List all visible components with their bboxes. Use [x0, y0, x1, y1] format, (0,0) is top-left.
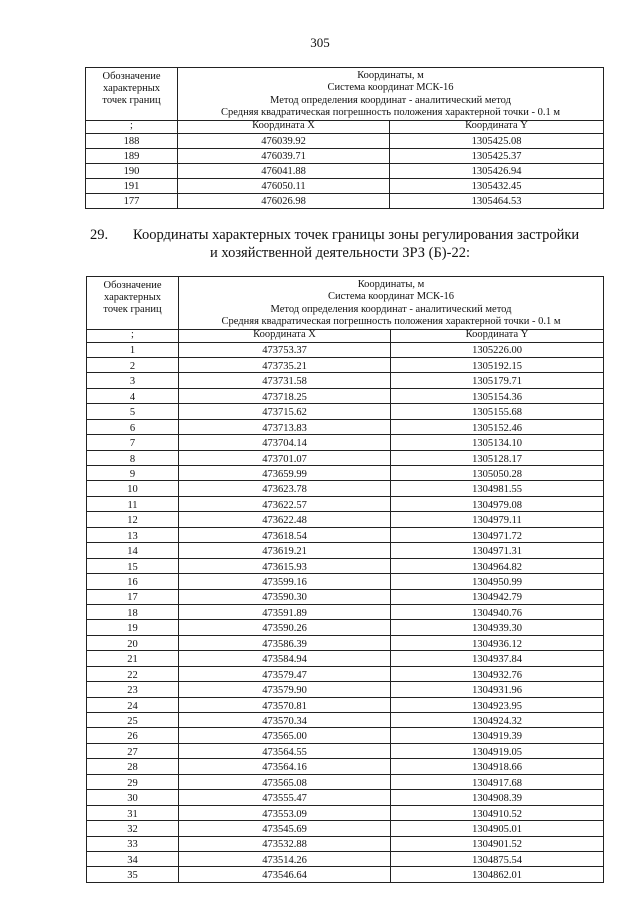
table-row	[87, 774, 604, 789]
coord-y-cell: 1304971.31	[391, 543, 604, 558]
coord-x-cell: 473532.88	[179, 836, 391, 851]
table-row	[87, 357, 604, 372]
coord-y-cell: 1304981.55	[391, 481, 604, 496]
table-row	[87, 851, 604, 866]
coord-x-cell: 473565.08	[179, 774, 391, 789]
label-line-3: точек границ	[102, 95, 161, 107]
table-row	[87, 574, 604, 589]
coord-y-cell: 1304937.84	[391, 651, 604, 666]
point-number-cell: 27	[87, 743, 179, 758]
coord-x-cell: 473570.34	[179, 713, 391, 728]
coord-y-cell: 1304919.39	[391, 728, 604, 743]
point-number-cell: 6	[87, 419, 179, 434]
coord-y-cell: 1304901.52	[391, 836, 604, 851]
subheader-point: ;	[86, 120, 178, 133]
coord-x-cell: 473622.48	[179, 512, 391, 527]
coord-y-cell: 1304910.52	[391, 805, 604, 820]
coord-y-cell: 1304917.68	[391, 774, 604, 789]
point-number-cell: 189	[86, 148, 178, 163]
coord-y-cell: 1304964.82	[391, 558, 604, 573]
table-row	[87, 342, 604, 357]
coord-x-cell: 473599.16	[179, 574, 391, 589]
table-row	[87, 620, 604, 635]
coord-y-cell: 1305192.15	[391, 357, 604, 372]
table-row	[87, 373, 604, 388]
table-row	[87, 836, 604, 851]
point-number-cell: 12	[87, 512, 179, 527]
point-number-cell: 11	[87, 496, 179, 511]
coord-x-cell: 473704.14	[179, 435, 391, 450]
coord-x-cell: 473584.94	[179, 651, 391, 666]
point-number-cell: 10	[87, 481, 179, 496]
coord-y-cell: 1305128.17	[391, 450, 604, 465]
table-row	[86, 163, 604, 178]
coord-y-cell: 1305154.36	[391, 388, 604, 403]
table-row	[87, 805, 604, 820]
coords-title: Координаты, м	[357, 279, 425, 290]
point-number-cell: 16	[87, 574, 179, 589]
table-row	[87, 790, 604, 805]
coord-y-cell: 1304979.08	[391, 496, 604, 511]
coord-y-cell: 1305464.53	[390, 193, 604, 208]
coord-x-cell: 473753.37	[179, 342, 391, 357]
point-number-cell: 15	[87, 558, 179, 573]
coord-x-cell: 476041.88	[178, 163, 390, 178]
table-row	[87, 635, 604, 650]
point-number-cell: 35	[87, 867, 179, 882]
coord-x-cell: 473579.47	[179, 666, 391, 681]
point-number-cell: 4	[87, 388, 179, 403]
point-number-cell: 22	[87, 666, 179, 681]
coord-x-cell: 473579.90	[179, 682, 391, 697]
table-row	[87, 404, 604, 419]
point-number-cell: 8	[87, 450, 179, 465]
point-number-cell: 33	[87, 836, 179, 851]
coord-x-cell: 473718.25	[179, 388, 391, 403]
section-number: 29.	[90, 227, 109, 243]
table-row	[87, 481, 604, 496]
point-number-cell: 191	[86, 178, 178, 193]
point-number-cell: 3	[87, 373, 179, 388]
point-number-cell: 32	[87, 821, 179, 836]
table-row	[87, 867, 604, 882]
label-line-2: характерных	[103, 292, 162, 304]
coord-method: Метод определения координат - аналитический метод	[270, 303, 512, 315]
coord-y-cell: 1304939.30	[391, 620, 604, 635]
coord-y-cell: 1304875.54	[391, 851, 604, 866]
coord-method: Метод определения координат - аналитический метод	[270, 94, 511, 106]
point-number-cell: 30	[87, 790, 179, 805]
subheader-y: Координата Y	[390, 120, 604, 133]
coord-y-cell: 1304919.05	[391, 743, 604, 758]
coord-x-cell: 473514.26	[179, 851, 391, 866]
table-row	[87, 435, 604, 450]
point-number-cell: 20	[87, 635, 179, 650]
point-number-cell: 13	[87, 527, 179, 542]
coord-x-cell: 473715.62	[179, 404, 391, 419]
coord-x-cell: 476039.92	[178, 133, 390, 148]
coord-y-cell: 1304971.72	[391, 527, 604, 542]
coord-accuracy: Средняя квадратическая погрешность положения характерной точки - 0.1 м	[221, 316, 561, 328]
point-number-cell: 17	[87, 589, 179, 604]
page-number: 305	[310, 35, 330, 50]
table-row	[87, 651, 604, 666]
coord-x-cell: 473553.09	[179, 805, 391, 820]
coord-y-cell: 1305425.08	[390, 133, 604, 148]
label-line-3: точек границ	[103, 304, 162, 316]
coord-x-cell: 473590.26	[179, 620, 391, 635]
coord-x-cell: 473586.39	[179, 635, 391, 650]
point-number-cell: 29	[87, 774, 179, 789]
coord-y-cell: 1304923.95	[391, 697, 604, 712]
coord-y-cell: 1304936.12	[391, 635, 604, 650]
coord-y-cell: 1304924.32	[391, 713, 604, 728]
table-row	[87, 527, 604, 542]
coord-x-cell: 473545.69	[179, 821, 391, 836]
column-subheader-row	[87, 329, 604, 342]
coordinates-meta-header	[178, 68, 604, 121]
coordinates-table-2	[86, 276, 604, 883]
table-row	[87, 558, 604, 573]
table-row	[87, 388, 604, 403]
subheader-point: ;	[87, 329, 179, 342]
table-row	[87, 666, 604, 681]
section-title-line-1: Координаты характерных точек границы зоны регулирования застройки	[133, 227, 580, 243]
coord-x-cell: 476026.98	[178, 193, 390, 208]
table-row	[87, 543, 604, 558]
table-row	[87, 512, 604, 527]
table-row	[86, 193, 604, 208]
point-label-header	[87, 277, 179, 330]
table-row	[87, 759, 604, 774]
coord-y-cell: 1304931.96	[391, 682, 604, 697]
point-number-cell: 28	[87, 759, 179, 774]
point-number-cell: 18	[87, 604, 179, 619]
point-number-cell: 190	[86, 163, 178, 178]
coord-y-cell: 1305155.68	[391, 404, 604, 419]
coord-x-cell: 473701.07	[179, 450, 391, 465]
label-line-1: Обозначение	[103, 280, 162, 291]
coord-x-cell: 473731.58	[179, 373, 391, 388]
point-number-cell: 19	[87, 620, 179, 635]
table-row	[87, 496, 604, 511]
label-line-2: характерных	[102, 83, 161, 95]
table-row	[87, 743, 604, 758]
coords-title: Координаты, м	[357, 70, 424, 81]
coord-y-cell: 1304918.66	[391, 759, 604, 774]
coord-x-cell: 473565.00	[179, 728, 391, 743]
coord-y-cell: 1304908.39	[391, 790, 604, 805]
table-header-row	[86, 68, 604, 121]
coord-x-cell: 473659.99	[179, 466, 391, 481]
point-number-cell: 188	[86, 133, 178, 148]
table-row	[86, 178, 604, 193]
coord-y-cell: 1305426.94	[390, 163, 604, 178]
coord-x-cell: 473615.93	[179, 558, 391, 573]
point-number-cell: 2	[87, 357, 179, 372]
point-number-cell: 26	[87, 728, 179, 743]
table-row	[87, 821, 604, 836]
column-subheader-row	[86, 120, 604, 133]
point-number-cell: 5	[87, 404, 179, 419]
coord-x-cell: 473619.21	[179, 543, 391, 558]
table-row	[87, 604, 604, 619]
coord-x-cell: 473546.64	[179, 867, 391, 882]
coord-y-cell: 1305179.71	[391, 373, 604, 388]
coord-x-cell: 473713.83	[179, 419, 391, 434]
point-number-cell: 14	[87, 543, 179, 558]
section-title-line-2: и хозяйственной деятельности ЗРЗ (Б)-22:	[210, 245, 470, 261]
coord-y-cell: 1304862.01	[391, 867, 604, 882]
subheader-x: Координата X	[179, 329, 391, 342]
point-number-cell: 31	[87, 805, 179, 820]
coord-y-cell: 1305050.28	[391, 466, 604, 481]
point-label-header	[86, 68, 178, 121]
point-number-cell: 34	[87, 851, 179, 866]
point-number-cell: 9	[87, 466, 179, 481]
point-number-cell: 7	[87, 435, 179, 450]
coord-x-cell: 473622.57	[179, 496, 391, 511]
coord-y-cell: 1305425.37	[390, 148, 604, 163]
table-row	[87, 450, 604, 465]
coord-x-cell: 473735.21	[179, 357, 391, 372]
coord-x-cell: 473623.78	[179, 481, 391, 496]
coord-y-cell: 1305226.00	[391, 342, 604, 357]
subheader-x: Координата X	[178, 120, 390, 133]
coord-y-cell: 1305152.46	[391, 419, 604, 434]
coord-x-cell: 473564.16	[179, 759, 391, 774]
table-row	[87, 466, 604, 481]
table-row	[86, 133, 604, 148]
coordinates-meta-header	[179, 277, 604, 330]
table-row	[86, 148, 604, 163]
coord-y-cell: 1304940.76	[391, 604, 604, 619]
coord-x-cell: 473570.81	[179, 697, 391, 712]
point-number-cell: 25	[87, 713, 179, 728]
table-row	[87, 713, 604, 728]
table-header-row	[87, 277, 604, 330]
table-row	[87, 419, 604, 434]
point-number-cell: 24	[87, 697, 179, 712]
coord-x-cell: 476050.11	[178, 178, 390, 193]
coord-x-cell: 473591.89	[179, 604, 391, 619]
point-number-cell: 21	[87, 651, 179, 666]
coordinates-table-1	[85, 67, 604, 209]
label-line-1: Обозначение	[102, 71, 161, 82]
table-row	[87, 728, 604, 743]
coord-x-cell: 473590.30	[179, 589, 391, 604]
coord-x-cell: 473555.47	[179, 790, 391, 805]
coord-x-cell: 473618.54	[179, 527, 391, 542]
coord-x-cell: 476039.71	[178, 148, 390, 163]
coord-y-cell: 1304942.79	[391, 589, 604, 604]
subheader-y: Координата Y	[391, 329, 604, 342]
table-row	[87, 589, 604, 604]
coord-y-cell: 1304932.76	[391, 666, 604, 681]
coord-y-cell: 1305134.10	[391, 435, 604, 450]
coord-y-cell: 1304950.99	[391, 574, 604, 589]
table-row	[87, 682, 604, 697]
coord-y-cell: 1304979.11	[391, 512, 604, 527]
table-row	[87, 697, 604, 712]
coord-system: Система координат МСК-16	[327, 291, 455, 303]
point-number-cell: 1	[87, 342, 179, 357]
coord-y-cell: 1305432.45	[390, 178, 604, 193]
coord-system: Система координат МСК-16	[327, 82, 454, 94]
point-number-cell: 177	[86, 193, 178, 208]
coord-x-cell: 473564.55	[179, 743, 391, 758]
coord-y-cell: 1304905.01	[391, 821, 604, 836]
point-number-cell: 23	[87, 682, 179, 697]
coord-accuracy: Средняя квадратическая погрешность положения характерной точки - 0.1 м	[221, 107, 560, 119]
